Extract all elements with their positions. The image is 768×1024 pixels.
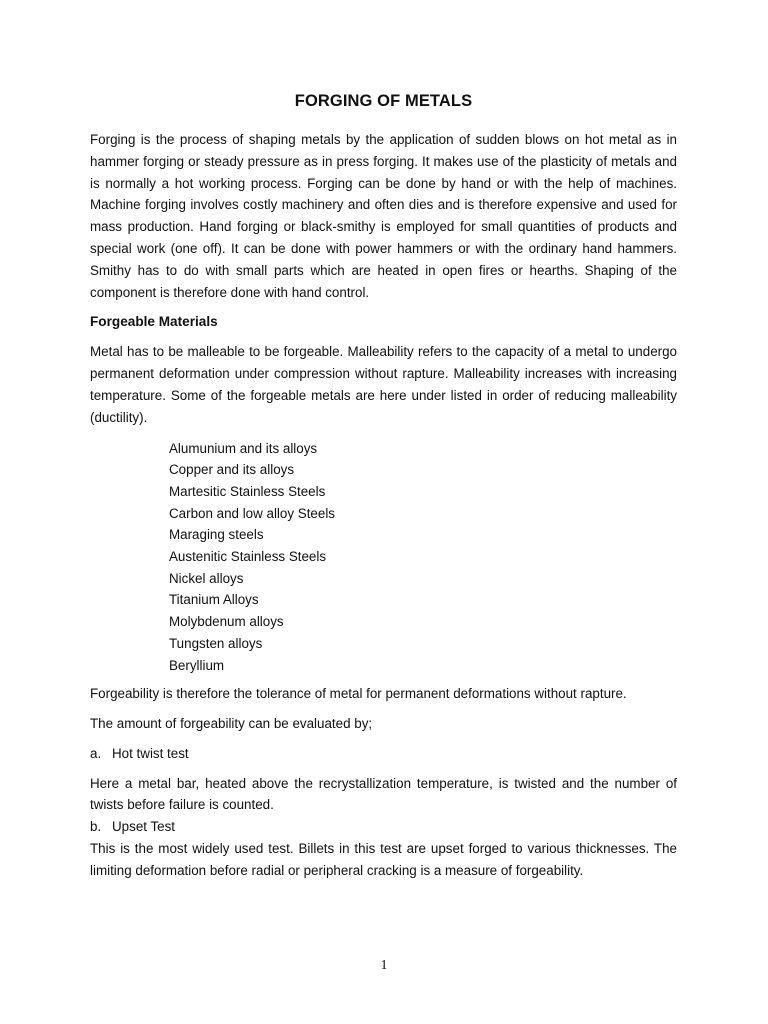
test-heading-upset: [90, 816, 677, 838]
list-item: Nickel alloys: [169, 570, 244, 586]
test-heading-hot-twist: [90, 743, 677, 765]
list-item: Tungsten alloys: [169, 635, 263, 651]
upset-test-description: This is the most widely used test. Billets in this test are upset forged to various thicknesses. The limiting deformation before radial or peripheral cracking is a measure of forgeability.: [90, 841, 677, 878]
page-title: FORGING OF METALS: [294, 92, 473, 110]
test-letter: a.: [90, 745, 102, 761]
list-item: Austenitic Stainless Steels: [169, 549, 327, 565]
forgeable-metals-list: [169, 438, 677, 677]
intro-paragraph: Forging is the process of shaping metals by the application of sudden blows on hot metal as in hammer forging or steady pressure as in press forging. It makes use of the plasticity of metals and is normally a hot working process. Forging can be done by hand or with the help of machines. Machine forging involves costly machinery and often dies and is therefore expensive and used for mass production. Hand forging or black-smithy is employed for small quantities of products and special work (one off). It can be done with power hammers or with the ordinary hand hammers. Smithy has to do with small parts which are heated in open fires or hearths. Shaping of the component is therefore done with hand control.: [90, 132, 677, 300]
list-item: Martesitic Stainless Steels: [169, 483, 326, 499]
hot-twist-description: Here a metal bar, heated above the recrystallization temperature, is twisted and the number of twists before failure is counted.: [90, 775, 677, 813]
malleability-paragraph: Metal has to be malleable to be forgeable. Malleability refers to the capacity of a metal to undergo permanent deformation under compression without rapture. Malleability increases with increasing temperature. Some of the forgeable metals are here under listed in order of reducing malleability (ductility).: [90, 344, 677, 425]
list-item: Molybdenum alloys: [169, 614, 284, 630]
test-name: Hot twist test: [112, 745, 189, 761]
section-heading: Forgeable Materials: [90, 314, 218, 330]
list-item: Alumunium and its alloys: [169, 440, 318, 456]
list-item: Beryllium: [169, 657, 225, 673]
forgeability-paragraph: Forgeability is therefore the tolerance of metal for permanent deformations without rapture.: [90, 686, 627, 702]
page-number: 1: [380, 958, 388, 973]
evaluation-intro: The amount of forgeability can be evaluated by;: [90, 716, 373, 732]
test-letter: b.: [90, 819, 102, 835]
list-item: Carbon and low alloy Steels: [169, 505, 335, 521]
document-body: [90, 92, 677, 882]
test-name: Upset Test: [112, 819, 176, 835]
list-item: Titanium Alloys: [169, 592, 259, 608]
list-item: Copper and its alloys: [169, 462, 295, 478]
list-item: Maraging steels: [169, 527, 264, 543]
